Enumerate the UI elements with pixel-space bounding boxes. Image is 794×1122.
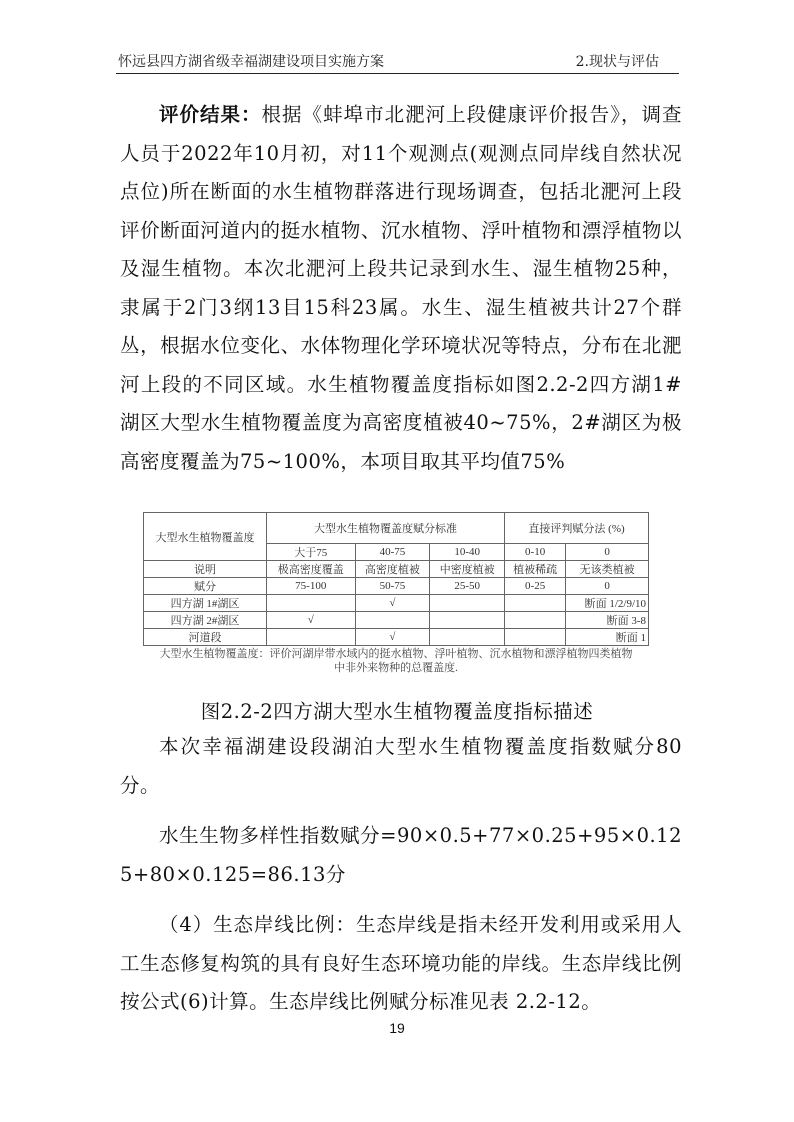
desc-cell: 中密度植被: [430, 561, 505, 578]
row-name: 四方湖 2#湖区: [144, 612, 267, 629]
note-line: 中非外来物种的总覆盖度.: [334, 662, 458, 674]
paragraph-ecological-shoreline: （4）生态岸线比例：生态岸线是指未经开发利用或采用人工生态修复构筑的具有良好生态环境功能的岸线。生态岸线比例按公式(6)计算。生态岸线比例赋分标准见表 2.2-12。: [120, 913, 682, 1013]
page-number: 19: [389, 1020, 405, 1036]
header-title: 怀远县四方湖省级幸福湖建设项目实施方案: [118, 54, 384, 70]
coverage-table: [143, 512, 649, 646]
check-cell: [267, 595, 356, 612]
group1-header: 大型水生植物覆盖度赋分标准: [267, 513, 505, 544]
table-note: [143, 647, 649, 675]
score-cell: 0: [566, 578, 649, 595]
check-cell: [430, 595, 505, 612]
section-cell: 断面 1: [566, 629, 649, 646]
table-row: [144, 612, 649, 629]
row-name: 河道段: [144, 629, 267, 646]
header-section: 2.现状与评估: [575, 54, 659, 70]
score-cell: 50-75: [355, 578, 430, 595]
row-head: 大型水生植物覆盖度: [144, 513, 267, 561]
range-cell: 0: [566, 544, 649, 561]
check-cell: [505, 612, 566, 629]
table-row: [144, 595, 649, 612]
evaluation-text: 根据《蚌埠市北淝河上段健康评价报告》，调查人员于2022年10月初，对11个观测点(观测点同岸线自然状况点位)所在断面的水生植物群落进行现场调查，包括北淝河上段评价断面河道内的挺水植物、沉水植物、浮叶植物和漂浮植物以及湿生植物。本次北淝河上段共记录到水生、湿生植物25种，隶属于2门3纲13目15科23属。水生、湿生植被共计27个群丛，根据水位变化、水体物理化学环境状况等特点，分布在北淝河上段的不同区域。水生植物覆盖度指标如图2.2-2四方湖1#湖区大型水生植物覆盖度为高密度植被40~75%，2#湖区为极高密度覆盖为75~100%，本项目取其平均值75%: [120, 103, 682, 473]
figure-caption: 图2.2-2四方湖大型水生植物覆盖度指标描述: [200, 700, 594, 723]
score-cell: 25-50: [430, 578, 505, 595]
group2-header: 直接评判赋分法 (%): [505, 513, 649, 544]
score-label: 赋分: [144, 578, 267, 595]
check-cell: [355, 612, 430, 629]
paragraph-diversity-score: 水生生物多样性指数赋分=90×0.5+77×0.25+95×0.125+80×0.125=86.13分: [120, 824, 682, 886]
check-cell: √: [267, 612, 356, 629]
desc-label: 说明: [144, 561, 267, 578]
range-cell: 大于75: [267, 544, 356, 561]
check-cell: [505, 595, 566, 612]
coverage-figure: [143, 512, 649, 675]
check-cell: √: [355, 595, 430, 612]
range-cell: 40-75: [355, 544, 430, 561]
main-text: [120, 96, 682, 481]
paragraph-evaluation-result: [120, 96, 682, 481]
header-rule: [116, 73, 679, 74]
score-cell: 75-100: [267, 578, 356, 595]
check-cell: [430, 612, 505, 629]
range-cell: 10-40: [430, 544, 505, 561]
check-cell: [267, 629, 356, 646]
desc-cell: 植被稀疏: [505, 561, 566, 578]
main-text-continued: [120, 728, 682, 1022]
check-cell: [505, 629, 566, 646]
section-cell: 断面 1/2/9/10: [566, 595, 649, 612]
check-cell: [430, 629, 505, 646]
check-cell: √: [355, 629, 430, 646]
desc-cell: 无该类植被: [566, 561, 649, 578]
desc-cell: 高密度植被: [355, 561, 430, 578]
range-cell: 0-10: [505, 544, 566, 561]
table-row: [144, 629, 649, 646]
evaluation-lead: 评价结果：: [159, 103, 262, 126]
note-line: 大型水生植物覆盖度：评价河湖岸带水域内的挺水植物、浮叶植物、沉水植物和漂浮植物四类植物: [159, 648, 633, 660]
paragraph-coverage-score: 本次幸福湖建设段湖泊大型水生植物覆盖度指数赋分80 分。: [120, 735, 682, 797]
desc-cell: 极高密度覆盖: [267, 561, 356, 578]
row-name: 四方湖 1#湖区: [144, 595, 267, 612]
section-cell: 断面 3-8: [566, 612, 649, 629]
score-cell: 0-25: [505, 578, 566, 595]
